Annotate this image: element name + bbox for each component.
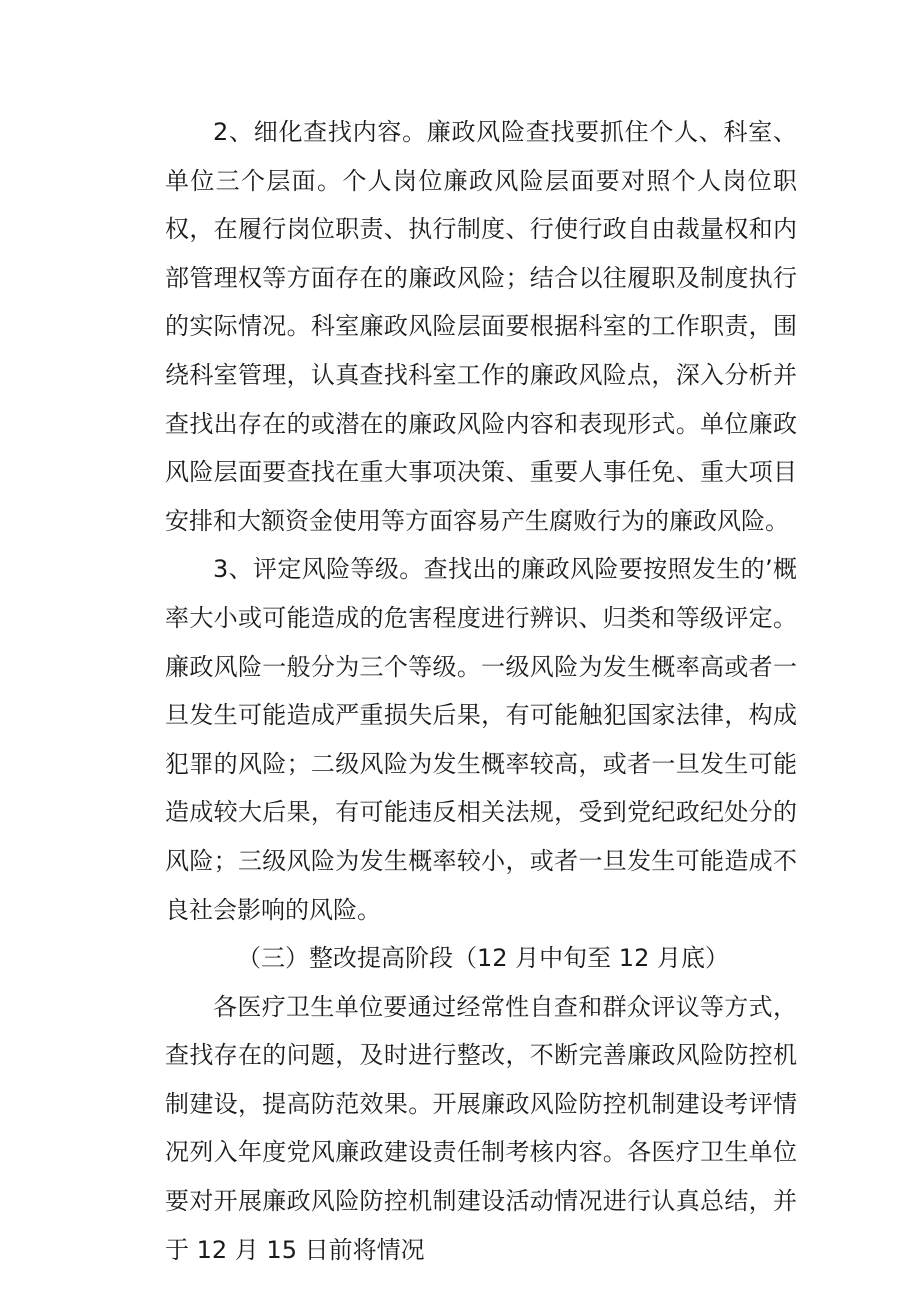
paragraph-refine-search-content: 2、细化查找内容。廉政风险查找要抓住个人、科室、单位三个层面。个人岗位廉政风险层面要对照个人岗位职权，在履行岗位职责、执行制度、行使行政自由裁量权和内部管理权等方面存在的廉政风险；结合以往履职及制度执行的实际情况。科室廉政风险层面要根据科室的工作职责，围绕科室管理，认真查找科室工作的廉政风险点，深入分析并查找出存在的或潜在的廉政风险内容和表现形式。单位廉政风险层面要查找在重大事项决策、重要人事任免、重大项目安排和大额资金使用等方面容易产生腐败行为的廉政风险。 <box>165 118 797 535</box>
paragraph-assess-risk-level: 3、评定风险等级。查找出的廉政风险要按照发生的’概率大小或可能造成的危害程度进行辨识、归类和等级评定。廉政风险一般分为三个等级。一级风险为发生概率高或者一旦发生可能造成严重损失后果，有可能触犯国家法律，构成犯罪的风险；二级风险为发生概率较高，或者一旦发生可能造成较大后果，有可能违反相关法规，受到党纪政纪处分的风险；三级风险为发生概率较小，或者一旦发生可能造成不良社会影响的风险。 <box>165 555 797 924</box>
paragraph-rectification-content: 各医疗卫生单位要通过经常性自查和群众评议等方式，查找存在的问题，及时进行整改，不断完善廉政风险防控机制建设，提高防范效果。开展廉政风险防控机制建设考评情况列入年度党风廉政建设责任制考核内容。各医疗卫生单位要对开展廉政风险防控机制建设活动情况进行认真总结，并于 12 月 15 日前将情况 <box>165 992 797 1264</box>
section-heading-rectification-stage: （三）整改提高阶段（12 月中旬至 12 月底） <box>237 944 729 973</box>
document-body <box>165 108 797 1274</box>
